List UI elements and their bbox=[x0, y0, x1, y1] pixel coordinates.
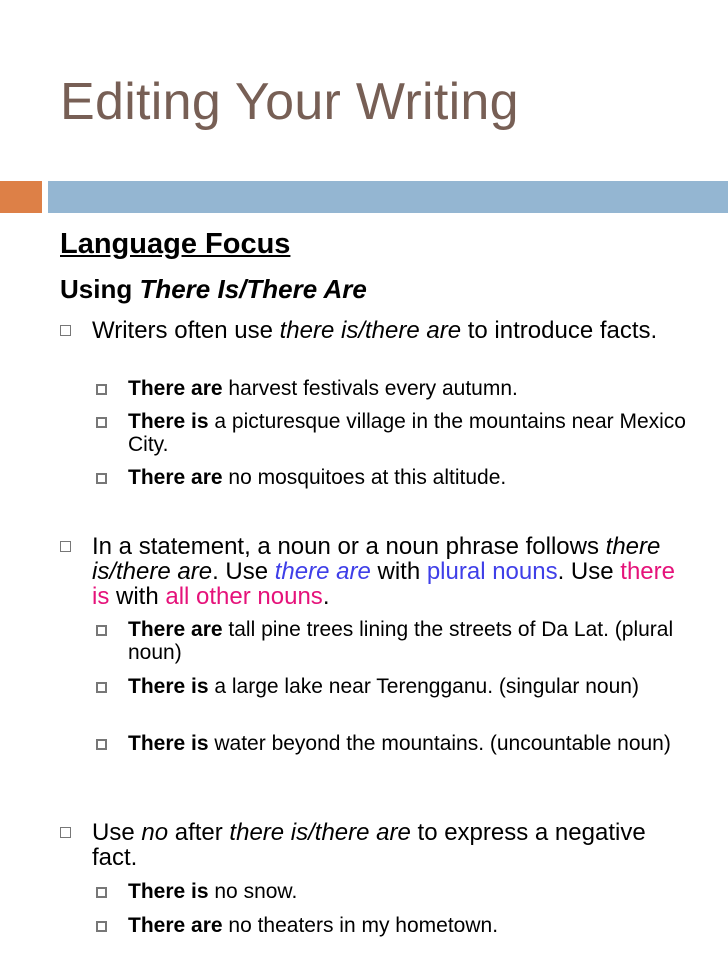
square-bullet-icon bbox=[96, 887, 107, 898]
accent-bar bbox=[0, 181, 42, 213]
bullet-2-text: In a statement, a noun or a noun phrase follows there is/there are. Use there are with plural nouns. Use there is with all other nouns. bbox=[92, 533, 675, 610]
square-bullet-icon bbox=[96, 625, 107, 636]
square-bullet-icon bbox=[96, 417, 107, 428]
square-bullet-icon bbox=[96, 384, 107, 395]
square-bullet-icon bbox=[96, 921, 107, 932]
bullet-1-text: Writers often use there is/there are to introduce facts. bbox=[92, 317, 658, 344]
section-subheading: Using There Is/There Are bbox=[60, 274, 367, 304]
bullet-3-text: Use no after there is/there are to express a negative fact. bbox=[92, 819, 646, 871]
square-bullet-icon bbox=[60, 325, 71, 336]
square-bullet-icon bbox=[96, 739, 107, 750]
section-heading: Language Focus bbox=[60, 228, 291, 260]
square-bullet-icon bbox=[60, 827, 71, 838]
square-bullet-icon bbox=[96, 473, 107, 484]
divider-bar bbox=[48, 181, 728, 213]
slide-title: Editing Your Writing bbox=[60, 73, 519, 131]
square-bullet-icon bbox=[96, 682, 107, 693]
square-bullet-icon bbox=[60, 541, 71, 552]
